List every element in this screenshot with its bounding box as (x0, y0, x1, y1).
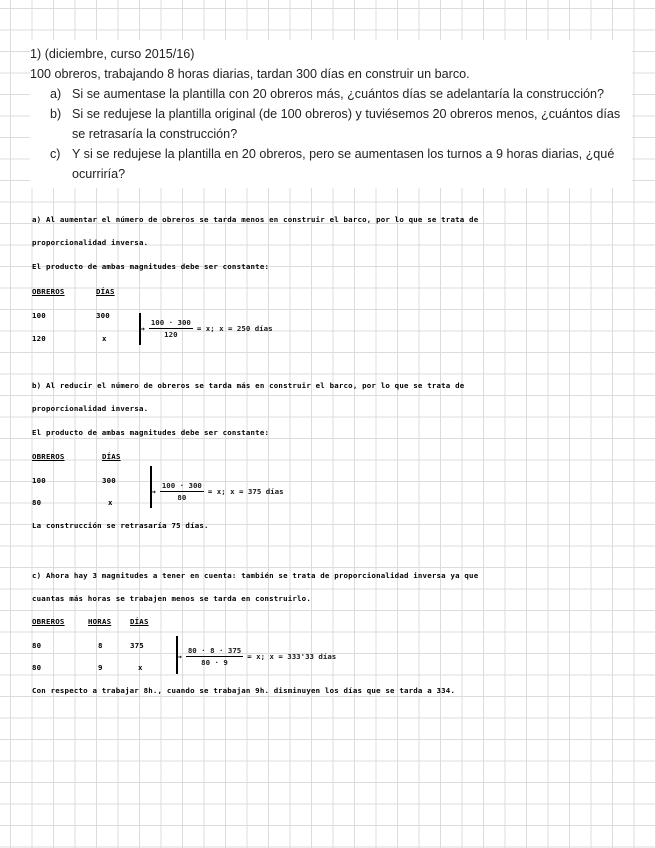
answer-c-r2c2: 9 (98, 663, 103, 672)
answer-b-line1: b) Al reducir el número de obreros se tarda más en construir el barco, por lo que se trata de (32, 381, 465, 390)
answer-c-r1c2: 8 (98, 641, 103, 650)
answer-c-denominator: 80 · 9 (201, 658, 228, 667)
answer-a-col-obreros: OBREROS (32, 287, 65, 296)
answer-a-line1: a) Al aumentar el número de obreros se tarda menos en construir el barco, por lo que se trata de (32, 215, 479, 224)
problem-header: 1) (diciembre, curso 2015/16) (30, 47, 195, 61)
question-letter: c) (50, 147, 61, 161)
question-letter: a) (50, 87, 62, 101)
answer-b-result: = x; x = 375 días (207, 487, 284, 496)
answer-b-line3: El producto de ambas magnitudes debe ser constante: (32, 428, 270, 437)
answer-b-col-obreros: OBREROS (32, 452, 65, 461)
answer-b-r1c2: 300 (102, 476, 116, 485)
answer-a-result: = x; x = 250 días (196, 324, 273, 333)
answer-c-r1c3: 375 (130, 641, 144, 650)
answer-b-r1c1: 100 (32, 476, 46, 485)
answer-a-line3: El producto de ambas magnitudes debe ser constante: (32, 262, 270, 271)
answer-a-r2c2: x (102, 334, 107, 343)
answer-a-formula (140, 318, 273, 339)
answer-b-col-dias: DÍAS (102, 452, 121, 461)
answer-c-numerator: 80 · 8 · 375 (187, 646, 242, 655)
question-letter: b) (50, 107, 62, 121)
answer-c-line2: cuantas más horas se trabajen menos se tarda en construirlo. (32, 594, 311, 603)
answer-a-col-dias: DÍAS (96, 287, 115, 296)
arrow-icon: → (140, 324, 145, 333)
answer-c-formula (177, 646, 336, 667)
answer-b-line2: proporcionalidad inversa. (32, 404, 149, 413)
answer-b-formula (151, 481, 284, 502)
problem-statement (30, 40, 632, 188)
answer-c-r1c1: 80 (32, 641, 42, 650)
answer-b-r2c2: x (108, 498, 113, 507)
answer-a-r2c1: 120 (32, 334, 46, 343)
question-text: Si se aumentase la plantilla con 20 obreros más, ¿cuántos días se adelantaría la construcción? (72, 87, 605, 101)
question-b (50, 104, 626, 144)
answer-a-r1c1: 100 (32, 311, 46, 320)
answer-c-conclusion: Con respecto a trabajar 8h., cuando se trabajan 9h. disminuyen los días que se tarda a 334. (32, 686, 456, 695)
arrow-icon: → (151, 487, 156, 496)
arrow-icon: → (177, 652, 182, 661)
answer-b-numerator: 100 · 300 (161, 481, 202, 490)
answer-c-col-obreros: OBREROS (32, 617, 65, 626)
answer-c-col-horas: HORAS (88, 617, 112, 626)
answer-a-r1c2: 300 (96, 311, 110, 320)
question-text: Y si se redujese la plantilla en 20 obreros, pero se aumentasen los turnos a 9 horas diarias, ¿qué ocurriría? (72, 147, 615, 181)
answer-c-col-dias: DÍAS (130, 617, 149, 626)
answer-a-numerator: 100 · 300 (150, 318, 191, 327)
answer-c-line1: c) Ahora hay 3 magnitudes a tener en cuenta: también se trata de proporcionalidad inversa ya que (32, 571, 479, 580)
answer-a-denominator: 120 (164, 330, 178, 339)
answer-c-r2c3: x (138, 663, 143, 672)
problem-text: 100 obreros, trabajando 8 horas diarias, tardan 300 días en construir un barco. (30, 67, 470, 81)
answer-a-line2: proporcionalidad inversa. (32, 238, 149, 247)
answer-b-denominator: 80 (177, 493, 187, 502)
answer-b-r2c1: 80 (32, 498, 42, 507)
answer-c-r2c1: 80 (32, 663, 42, 672)
question-text: Si se redujese la plantilla original (de 100 obreros) y tuviésemos 20 obreros menos, ¿cuántos días se retrasaría la construcción? (72, 107, 621, 141)
question-c (50, 144, 626, 184)
answer-b-conclusion: La construcción se retrasaría 75 días. (32, 521, 209, 530)
question-a (50, 84, 626, 104)
answer-c-result: = x; x = 333'33 días (247, 652, 337, 661)
